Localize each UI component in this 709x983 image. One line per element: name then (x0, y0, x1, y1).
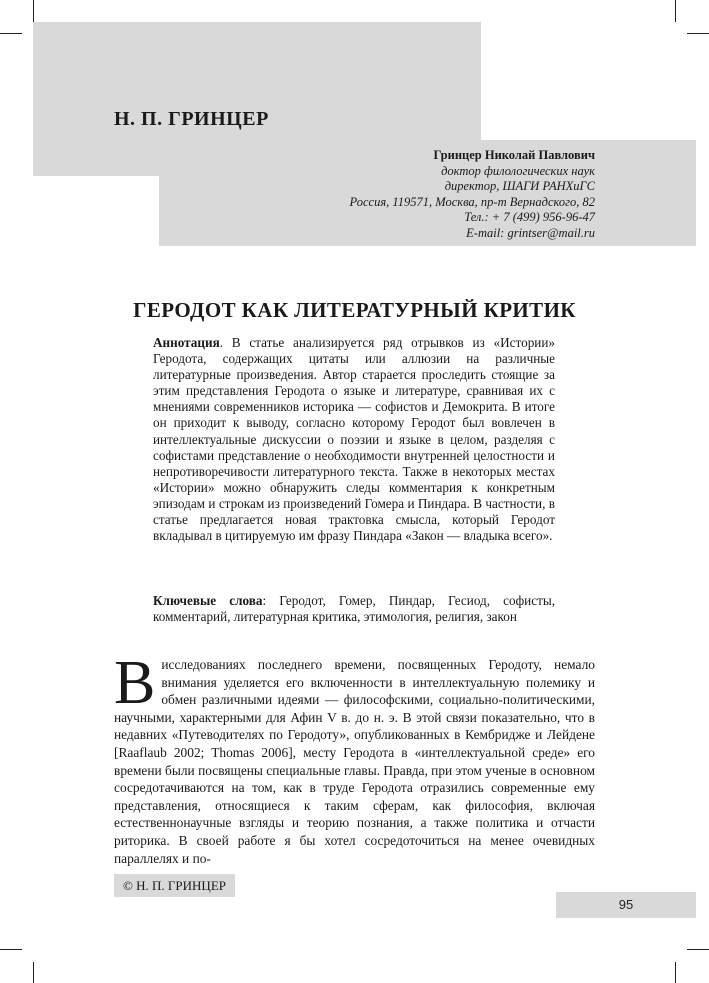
crop-mark (687, 949, 709, 950)
author-email: E-mail: grintser@mail.ru (466, 225, 595, 240)
page-number: 95 (556, 892, 696, 918)
crop-mark (0, 33, 22, 34)
author-name: Н. П. ГРИНЦЕР (114, 108, 269, 130)
copyright-notice: © Н. П. ГРИНЦЕР (114, 874, 235, 897)
author-address: Россия, 119571, Москва, пр-т Вернадского, 82 (349, 194, 595, 209)
body-text (114, 649, 595, 867)
keywords-text: : Геродот, Гомер, Пиндар, Гесиод, софисты, комментарий, литературная критика, этимология, религия, закон (153, 593, 555, 625)
abstract-label: Аннотация (153, 335, 220, 350)
drop-cap: В (114, 649, 156, 717)
crop-mark (33, 0, 34, 22)
author-info (175, 148, 595, 241)
author-phone: Тел.: + 7 (499) 956-96-47 (464, 210, 595, 224)
body-paragraph: исследованиях последнего времени, посвященных Геродоту, немало внимания уделяется его включенности в интеллектуальную полемику и обмен различными идеями — философскими, социально-политическими, научными, характерными для Афин V в. до н. э. В этой связи показательно, что в недавних «Путеводителях по Геродоту», опубликованных в Кембридже и Лейдене [Raaflaub 2002; Thomas 2006], месту Геродота в «интеллектуальной среде» его времени были посвящены специальные главы. Правда, при этом ученые в основном сосредотачиваются на том, как в труде Геродота отразились современные ему представления, относящиеся к таким сферам, как философия, включая естественнонаучные взгляды и теорию познания, а также политика и отчасти риторика. В своей работе я бы хотел сосредоточиться на менее очевидных параллелях и по- (114, 657, 595, 866)
keywords-label: Ключевые слова (153, 593, 263, 608)
author-full-name: Гринцер Николай Павлович (433, 148, 595, 162)
crop-mark (675, 0, 676, 22)
crop-mark (687, 33, 709, 34)
abstract-text: . В статье анализируется ряд отрывков из «Истории» Геродота, содержащих цитаты или аллюзии на различные литературные произведения. Автор старается проследить стоящие за этим представления Геродота о языке и литературе, сравнивая их с мнениями современников историка — софистов и Демокрита. В итоге он приходит к выводу, согласно которому Геродот был вовлечен в интеллектуальные дискуссии о поэзии и языке в целом, разделяя с софистами представление о необходимости внутренней целостности и непротиворечивости литературного текста. Также в некоторых местах «Истории» можно обнаружить следы комментария к конкретным эпизодам и строкам из произведений Гомера и Пиндара. В частности, в статье предлагается новая трактовка смысла, который Геродот вкладывал в цитируемую им фразу Пиндара «Закон — владыка всего». (153, 335, 555, 544)
author-position: директор, ШАГИ РАНХиГС (444, 179, 595, 193)
crop-mark (33, 962, 34, 983)
author-degree: доктор филологических наук (441, 163, 595, 178)
article-title: ГЕРОДОТ КАК ЛИТЕРАТУРНЫЙ КРИТИК (133, 298, 576, 322)
crop-mark (0, 949, 22, 950)
crop-mark (675, 962, 676, 983)
keywords (153, 593, 555, 625)
abstract (153, 335, 555, 544)
